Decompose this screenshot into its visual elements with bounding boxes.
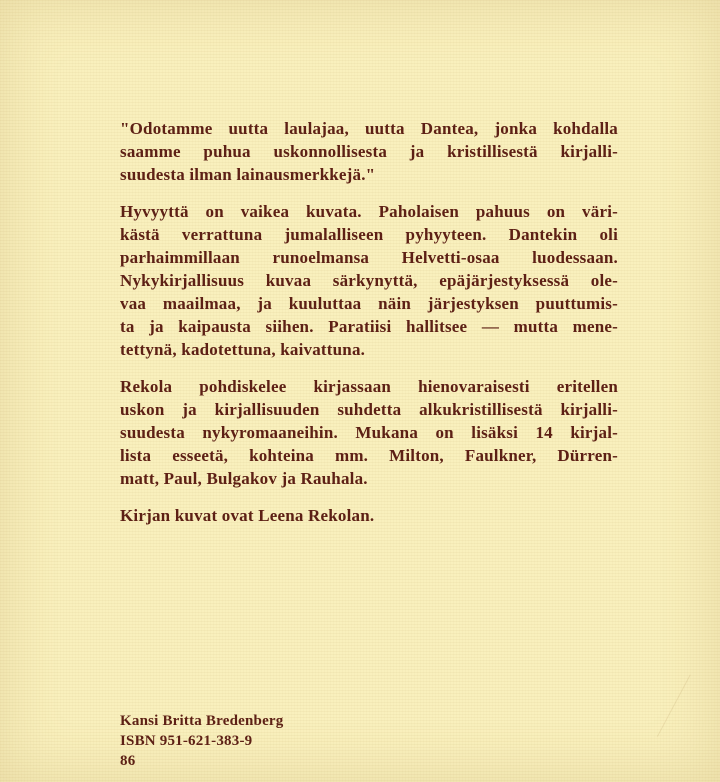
colophon-block bbox=[120, 711, 283, 771]
text-line: vaa maailmaa, ja kuuluttaa näin järjestyksen puuttumis- bbox=[120, 294, 618, 313]
isbn-line: ISBN 951-621-383-9 bbox=[120, 733, 253, 749]
text-line: "Odotamme uutta laulajaa, uutta Dantea, jonka kohdalla bbox=[120, 119, 618, 138]
text-line: matt, Paul, Bulgakov ja Rauhala. bbox=[120, 469, 368, 488]
text-line: suudesta ilman lainausmerkkejä." bbox=[120, 165, 376, 184]
text-line: tettynä, kadotettuna, kaivattuna. bbox=[120, 340, 366, 359]
paragraph-hyvyytta bbox=[120, 200, 618, 361]
paper-crease-mark bbox=[657, 674, 720, 755]
text-line: lista esseetä, kohteina mm. Milton, Faulkner, Dürren- bbox=[120, 446, 618, 465]
text-line: ta ja kaipausta siihen. Paratiisi hallitsee — mutta mene- bbox=[120, 317, 618, 336]
blurb-text-block bbox=[120, 117, 618, 541]
text-line: Hyvyyttä on vaikea kuvata. Paholaisen pahuus on väri- bbox=[120, 202, 618, 221]
text-line: Nykykirjallisuus kuvaa särkynyttä, epäjärjestyksessä ole- bbox=[120, 271, 618, 290]
cover-credit-line: Kansi Britta Bredenberg bbox=[120, 713, 284, 729]
text-line: suudesta nykyromaaneihin. Mukana on lisäksi 14 kirjal- bbox=[120, 423, 618, 442]
photo-credit-paragraph bbox=[120, 504, 618, 527]
text-line: parhaimmillaan runoelmansa Helvetti-osaa luodessaan. bbox=[120, 248, 618, 267]
paragraph-rekola bbox=[120, 375, 618, 490]
photo-credit-line: Kirjan kuvat ovat Leena Rekolan. bbox=[120, 506, 375, 525]
text-line: saamme puhua uskonnollisesta ja kristillisestä kirjalli- bbox=[120, 142, 618, 161]
text-line: kästä verrattuna jumalalliseen pyhyyteen. Dantekin oli bbox=[120, 225, 618, 244]
quote-paragraph bbox=[120, 117, 618, 186]
text-line: uskon ja kirjallisuuden suhdetta alkukristillisestä kirjalli- bbox=[120, 400, 618, 419]
text-line: Rekola pohdiskelee kirjassaan hienovaraisesti eritellen bbox=[120, 377, 618, 396]
year-code-line: 86 bbox=[120, 753, 136, 769]
